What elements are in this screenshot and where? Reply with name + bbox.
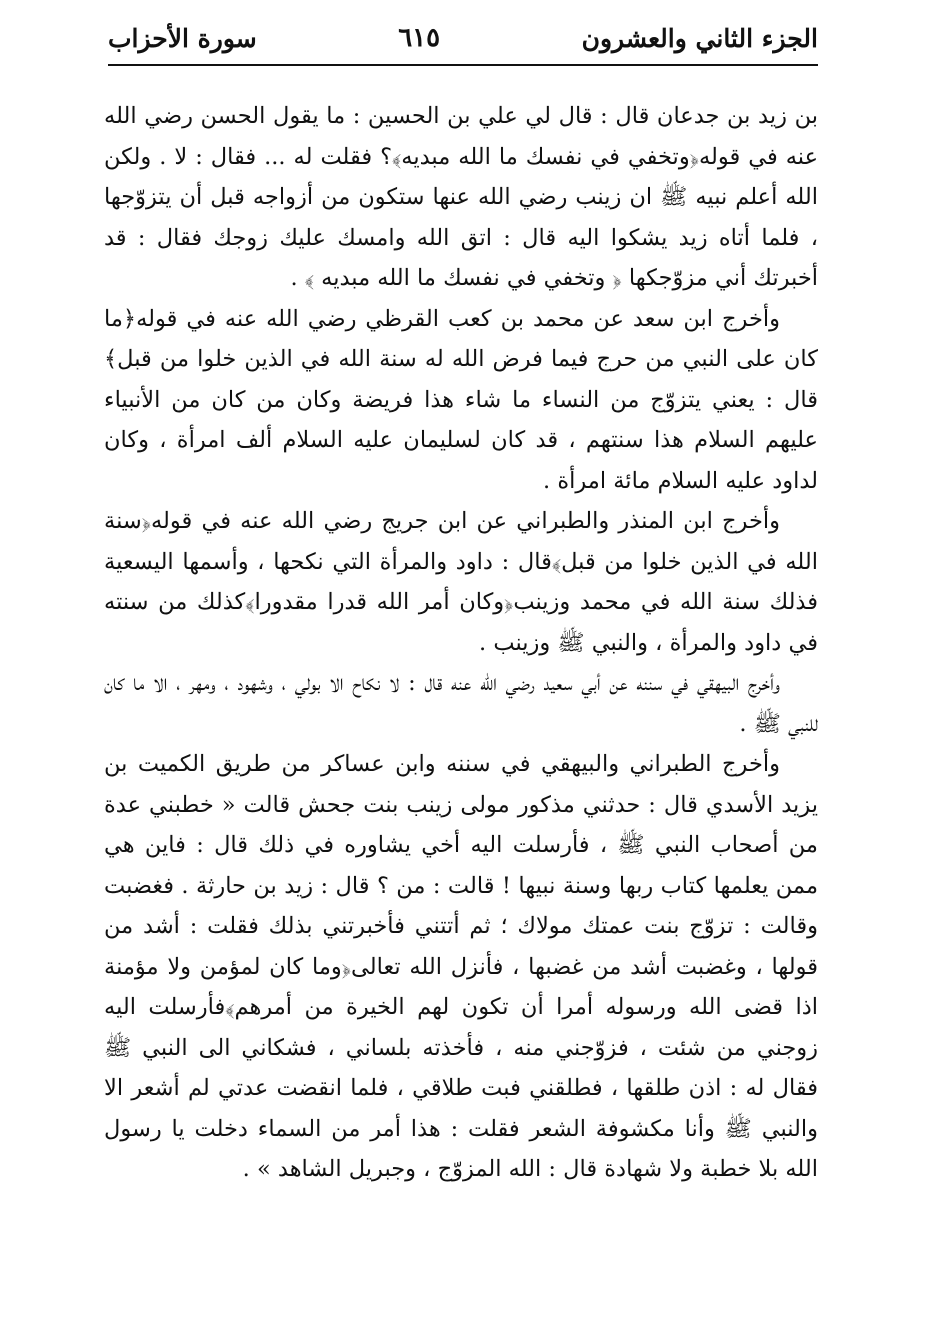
page-number: ٦١٥ (398, 23, 441, 53)
part-title: الجزء الثاني والعشرون (581, 23, 818, 53)
page-body (104, 96, 818, 1190)
paragraph: بن زيد بن جدعان قال : قال لي علي بن الحسين : ما يقول الحسن رضي الله عنه في قوله﴿وتخفي في نفسك ما الله مبديه﴾؟ فقلت له ... فقال : لا . ولكن الله أعلم نبيه ﷺ ان زينب رضي الله عنها ستكون من أزواجه قبل أن يتزوّجها ، فلما أتاه زيد يشكوا اليه قال : اتق الله وامسك عليك زوجك فقال : قد أخبرتك أني مزوّجكها ﴿ وتخفي في نفسك ما الله مبديه ﴾ . (104, 103, 818, 291)
page-header (108, 14, 818, 62)
surah-title: سورة الأحزاب (108, 23, 257, 53)
paragraph: وأخرج ابن المنذر والطبراني عن ابن جريج رضي الله عنه في قوله﴿سنة الله في الذين خلوا من قبل﴾قال : داود والمرأة التي نكحها ، وأسمها اليسعية فذلك سنة الله في محمد وزينب﴿وكان أمر الله قدرا مقدورا﴾كذلك من سنته في داود والمرأة ، والنبي ﷺ وزينب . (104, 508, 818, 656)
paragraph: وأخرج البيهقي في سننه عن أبي سعيد رضي الله عنه قال : لا نكاح الا بولي ، وشهود ، ومهر ، الا ما كان للنبي ﷺ . (104, 670, 818, 737)
paragraph: وأخرج الطبراني والبيهقي في سننه وابن عساكر من طريق الكميت بن يزيد الأسدي قال : حدثني مذكور مولى زينب بنت جحش قالت « خطبني عدة من أصحاب النبي ﷺ ، فأرسلت اليه أخي يشاوره في ذلك قال : فاين هي ممن يعلمها كتاب ربها وسنة نبيها ! قالت : من ؟ قال : زيد بن حارثة . فغضبت وقالت : تزوّج بنت عمتك مولاك ؛ ثم أتتني فأخبرتني بذلك فقلت : أشد من قولها ، وغضبت أشد من غضبها ، فأنزل الله تعالى﴿وما كان لمؤمن ولا مؤمنة اذا قضى الله ورسوله أمرا أن تكون لهم الخيرة من أمرهم﴾فأرسلت اليه زوجني من شئت ، فزوّجني منه ، فأخذته بلساني ، فشكاني الى النبي ﷺ فقال له : اذن طلقها ، فطلقني فبت طلاقي ، فلما انقضت عدتي لم أشعر الا والنبي ﷺ وأنا مكشوفة الشعر فقلت : هذا أمر من السماء دخلت يا رسول الله بلا خطبة ولا شهادة قال : الله المزوّج ، وجبريل الشاهد » . (104, 751, 818, 1182)
paragraph: وأخرج ابن سعد عن محمد بن كعب القرظي رضي الله عنه في قوله﴿ما كان على النبي من حرج فيما فرض الله له سنة الله في الذين خلوا من قبل﴾ قال : يعني يتزوّج من النساء ما شاء هذا فريضة وكان من كان من الأنبياء عليهم السلام هذا سنتهم ، قد كان لسليمان عليه السلام ألف امرأة ، وكان لداود عليه السلام مائة امرأة . (104, 305, 818, 494)
header-divider (108, 64, 818, 66)
